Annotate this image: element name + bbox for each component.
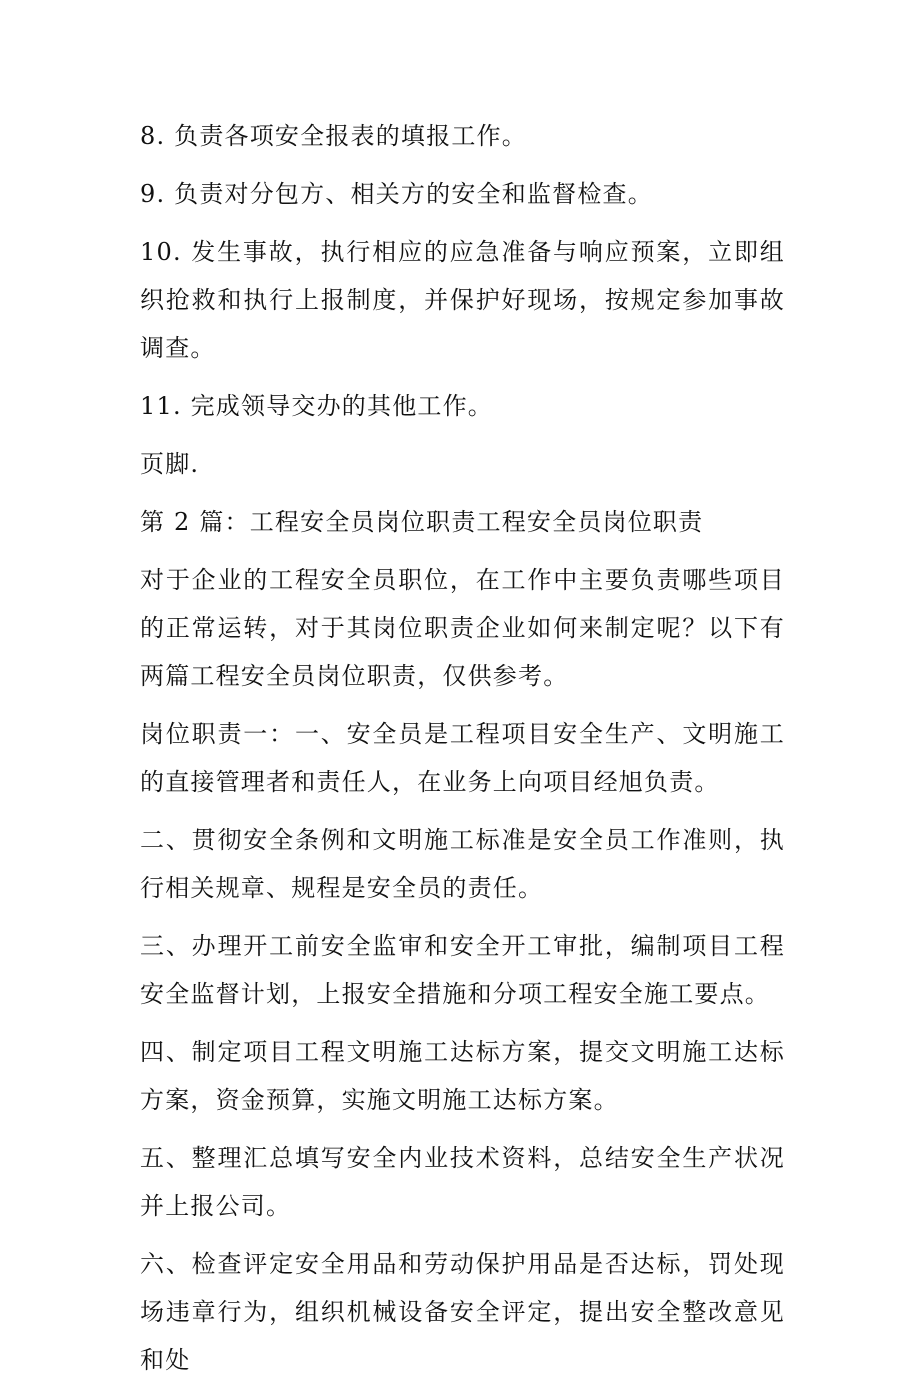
duty-paragraph-2: 二、贯彻安全条例和文明施工标准是安全员工作准则，执行相关规章、规程是安全员的责任。 (140, 826, 785, 902)
section-heading: 第 2 篇：工程安全员岗位职责工程安全员岗位职责 (140, 508, 704, 536)
duty-paragraph-6: 六、检查评定安全用品和劳动保护用品是否达标，罚处现场违章行为，组织机械设备安全评定，提出安全整改意见和处 (140, 1250, 785, 1374)
document-body (140, 112, 785, 1394)
footer-label: 页脚. (140, 450, 200, 478)
duty-paragraph-3: 三、办理开工前安全监审和安全开工审批，编制项目工程安全监督计划，上报安全措施和分项工程安全施工要点。 (140, 932, 785, 1008)
duty-paragraph-5: 五、整理汇总填写安全内业技术资料，总结安全生产状况并上报公司。 (140, 1144, 785, 1220)
paragraph-item-8: 8. 负责各项安全报表的填报工作。 (140, 122, 527, 150)
duty-paragraph-4: 四、制定项目工程文明施工达标方案，提交文明施工达标方案，资金预算，实施文明施工达标方案。 (140, 1038, 785, 1114)
paragraph-item-11: 11. 完成领导交办的其他工作。 (140, 392, 493, 420)
paragraph-item-9: 9. 负责对分包方、相关方的安全和监督检查。 (140, 180, 653, 208)
duty-paragraph-1: 岗位职责一：一、安全员是工程项目安全生产、文明施工的直接管理者和责任人，在业务上向项目经旭负责。 (140, 720, 785, 796)
intro-paragraph: 对于企业的工程安全员职位，在工作中主要负责哪些项目的正常运转，对于其岗位职责企业如何来制定呢？以下有两篇工程安全员岗位职责，仅供参考。 (140, 566, 785, 690)
paragraph-item-10: 10. 发生事故，执行相应的应急准备与响应预案，立即组织抢救和执行上报制度，并保护好现场，按规定参加事故调查。 (140, 238, 785, 362)
